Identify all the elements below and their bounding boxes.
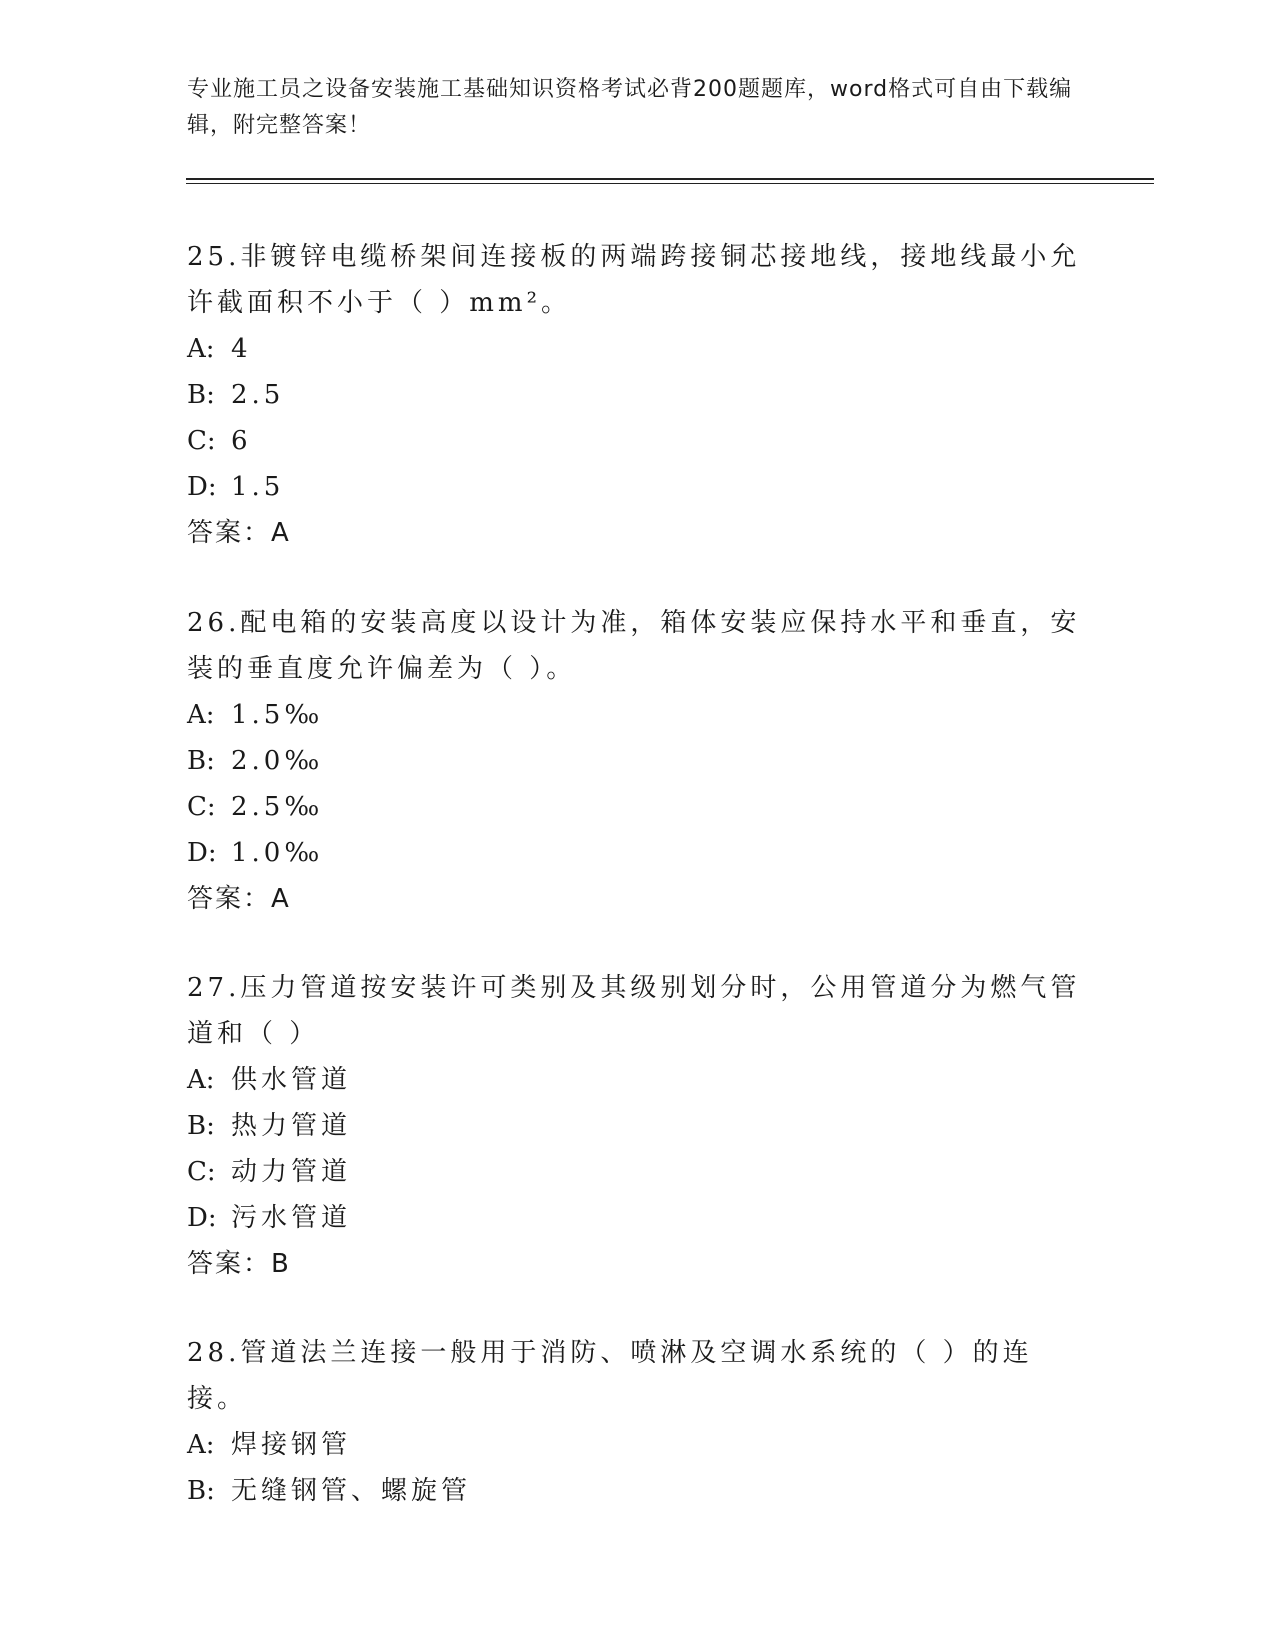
option-text: 4 <box>231 334 252 364</box>
option-text: 1.5 <box>231 472 285 502</box>
question-26 <box>187 600 1087 922</box>
option-label: A: <box>187 700 215 730</box>
question-25 <box>187 234 1087 556</box>
option-text: 2.0‰ <box>231 746 324 776</box>
option-a <box>187 692 1087 738</box>
answer-line: 答案：B <box>187 1249 291 1279</box>
question-stem: 26.配电箱的安装高度以设计为准，箱体安装应保持水平和垂直，安装的垂直度允许偏差为（ ）。 <box>187 608 1081 684</box>
option-text: 污水管道 <box>231 1203 352 1233</box>
option-text: 6 <box>231 426 252 456</box>
option-label: B: <box>187 1476 215 1506</box>
option-text: 1.0‰ <box>231 838 324 868</box>
option-text: 2.5‰ <box>231 792 324 822</box>
option-b <box>187 1468 1087 1514</box>
option-c <box>187 1149 1087 1195</box>
option-text: 供水管道 <box>231 1065 352 1095</box>
option-a <box>187 1057 1087 1103</box>
option-label: D: <box>187 838 217 868</box>
option-text: 2.5 <box>231 380 285 410</box>
option-d <box>187 464 1087 510</box>
question-stem: 25.非镀锌电缆桥架间连接板的两端跨接铜芯接地线，接地线最小允许截面积不小于（ ）mm²。 <box>187 242 1081 318</box>
option-c <box>187 418 1087 464</box>
header-divider-thin <box>186 183 1154 184</box>
option-label: A: <box>187 1430 215 1460</box>
option-label: C: <box>187 1157 216 1187</box>
option-text: 1.5‰ <box>231 700 324 730</box>
option-label: B: <box>187 1111 215 1141</box>
option-d <box>187 830 1087 876</box>
option-d <box>187 1195 1087 1241</box>
option-b <box>187 372 1087 418</box>
option-label: C: <box>187 792 216 822</box>
question-stem: 27.压力管道按安装许可类别及其级别划分时，公用管道分为燃气管道和（ ） <box>187 973 1081 1049</box>
option-c <box>187 784 1087 830</box>
option-text: 无缝钢管、螺旋管 <box>231 1476 472 1506</box>
option-text: 热力管道 <box>231 1111 352 1141</box>
option-b <box>187 1103 1087 1149</box>
answer-line: 答案：A <box>187 884 291 914</box>
option-label: C: <box>187 426 216 456</box>
option-a <box>187 326 1087 372</box>
option-text: 焊接钢管 <box>231 1430 352 1460</box>
answer-line: 答案：A <box>187 518 291 548</box>
option-a <box>187 1422 1087 1468</box>
option-label: D: <box>187 472 217 502</box>
question-stem: 28.管道法兰连接一般用于消防、喷淋及空调水系统的（ ）的连接。 <box>187 1338 1033 1414</box>
option-label: A: <box>187 334 215 364</box>
question-28 <box>187 1330 1087 1514</box>
document-header-title: 专业施工员之设备安装施工基础知识资格考试必背200题题库，word格式可自由下载编辑，附完整答案！ <box>187 77 1073 138</box>
header-divider-thick <box>186 178 1154 180</box>
option-label: B: <box>187 746 215 776</box>
question-27 <box>187 965 1087 1287</box>
option-label: D: <box>187 1203 217 1233</box>
option-label: B: <box>187 380 215 410</box>
option-text: 动力管道 <box>231 1157 352 1187</box>
option-b <box>187 738 1087 784</box>
option-label: A: <box>187 1065 215 1095</box>
